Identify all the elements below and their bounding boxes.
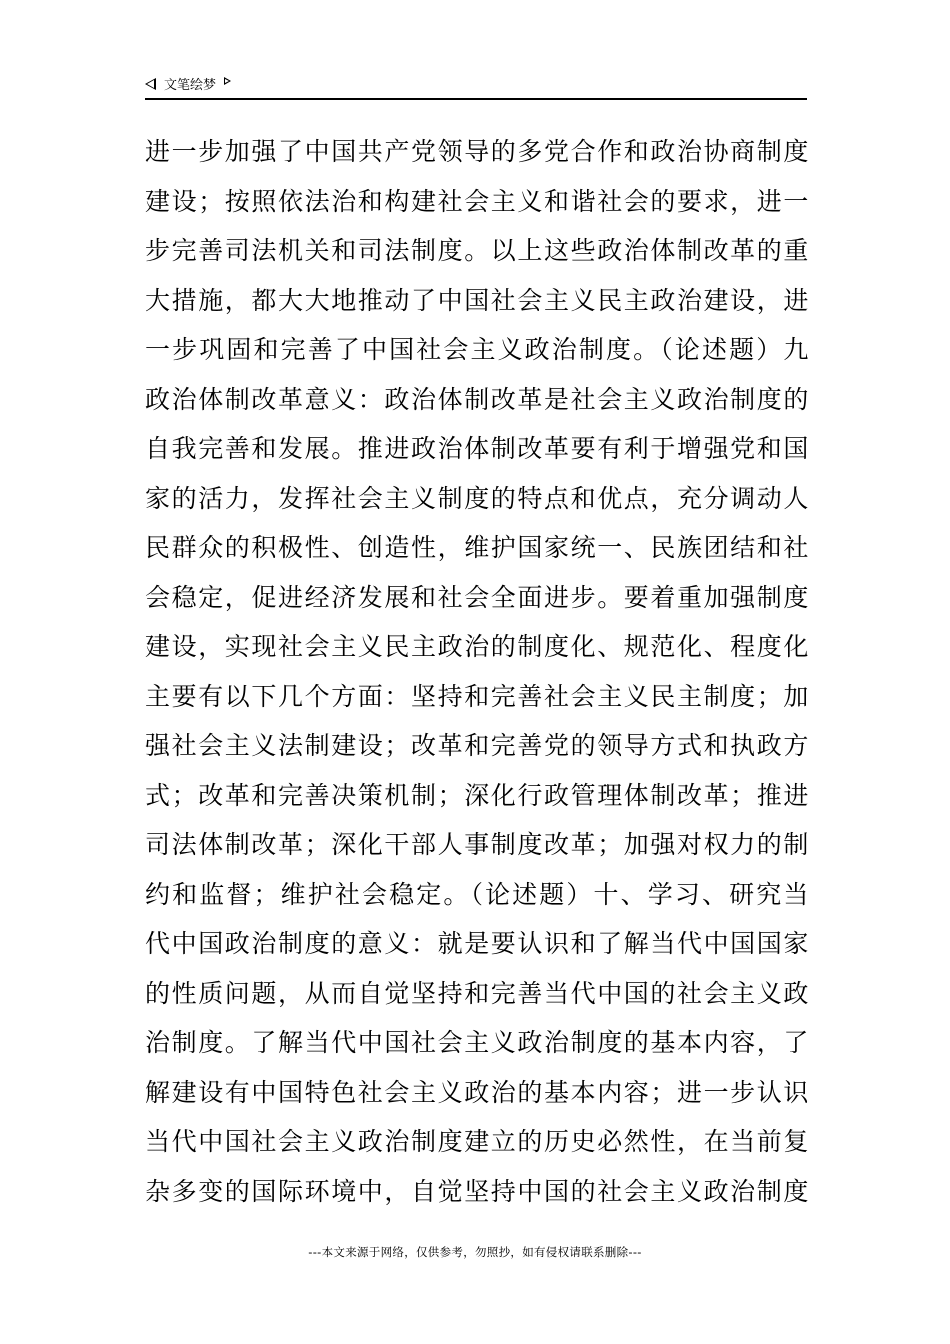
- body-line: 强社会主义法制建设；改革和完善党的领导方式和执政方: [145, 731, 809, 760]
- body-line: 建设，实现社会主义民主政治的制度化、规范化、程度化: [145, 632, 809, 661]
- body-line: 主要有以下几个方面：坚持和完善社会主义民主制度；加: [145, 681, 809, 711]
- body-line: 式；改革和完善决策机制；深化行政管理体制改革；推进: [145, 780, 809, 810]
- body-line: 杂多变的国际环境中，自觉坚持中国的社会主义政治制度: [145, 1176, 809, 1206]
- body-line: 司法体制改革；深化干部人事制度改革；加强对权力的制: [145, 830, 809, 859]
- body-line: 自我完善和发展。推进政治体制改革要有利于增强党和国: [145, 434, 809, 463]
- body-line: 建设；按照依法治和构建社会主义和谐社会的要求，进一: [145, 186, 809, 216]
- body-line: 当代中国社会主义政治制度建立的历史必然性，在当前复: [145, 1127, 809, 1156]
- body-line: 会稳定，促进经济发展和社会全面进步。要着重加强制度: [145, 582, 809, 612]
- body-line: 民群众的积极性、创造性，维护国家统一、民族团结和社: [145, 533, 809, 562]
- body-line: 代中国政治制度的意义：就是要认识和了解当代中国国家: [145, 929, 809, 958]
- body-line: 解建设有中国特色社会主义政治的基本内容；进一步认识: [145, 1077, 809, 1107]
- body-line: 约和监督；维护社会稳定。（论述题）十、学习、研究当: [145, 879, 809, 909]
- header-brand: [145, 74, 231, 93]
- body-line: 大措施，都大大地推动了中国社会主义民主政治建设，进: [145, 285, 809, 315]
- body-line: 的性质问题，从而自觉坚持和完善当代中国的社会主义政: [145, 978, 809, 1008]
- triangle-right-icon: [224, 77, 231, 85]
- brand-name: 文笔绘梦: [164, 78, 217, 93]
- body-line: 一步巩固和完善了中国社会主义政治制度。（论述题）九: [145, 335, 809, 364]
- triangle-left-icon: [145, 78, 156, 90]
- body-line: 步完善司法机关和司法制度。以上这些政治体制改革的重: [145, 236, 809, 265]
- body-line: 家的活力，发挥社会主义制度的特点和优点，充分调动人: [145, 483, 809, 513]
- page-footer-notice: ---本文来源于网络，仅供参考，勿照抄，如有侵权请联系删除---: [308, 1245, 642, 1259]
- document-body: [145, 127, 809, 1216]
- body-line: 进一步加强了中国共产党领导的多党合作和政治协商制度: [145, 137, 809, 166]
- body-line: 治制度。了解当代中国社会主义政治制度的基本内容，了: [145, 1028, 809, 1057]
- body-line: 政治体制改革意义：政治体制改革是社会主义政治制度的: [145, 384, 809, 414]
- page-header: [145, 72, 807, 100]
